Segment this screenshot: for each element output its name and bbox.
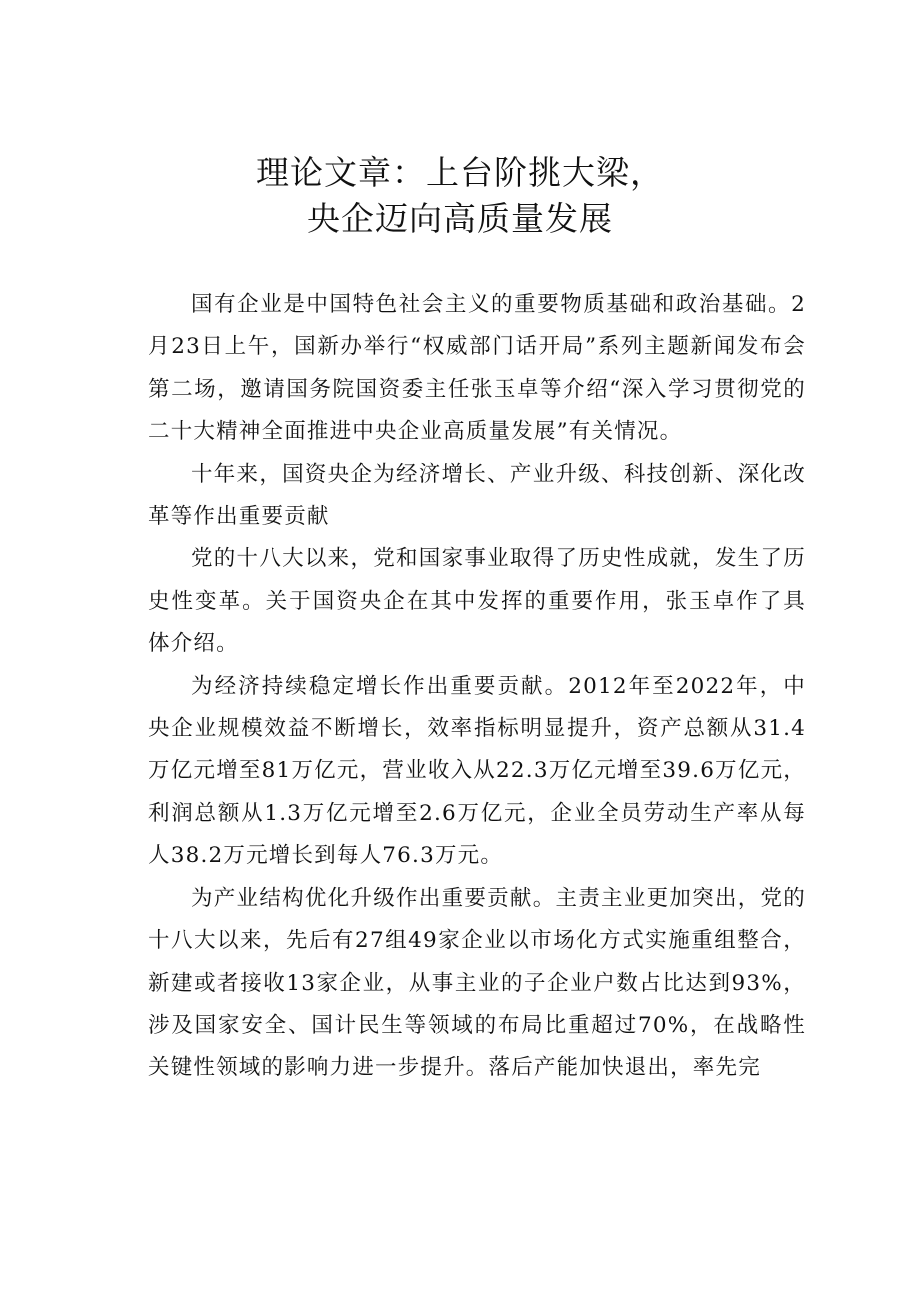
document-body xyxy=(148,284,806,1090)
paragraph-achievements: 党的十八大以来，党和国家事业取得了历史性成就，发生了历史性变革。关于国资央企在其中发挥的重要作用，张玉卓作了具体介绍。 xyxy=(148,546,806,657)
title-line-1: 理论文章：上台阶挑大梁， xyxy=(256,153,664,192)
paragraph-industrial-upgrade: 为产业结构优化升级作出重要贡献。主责主业更加突出，党的十八大以来，先后有27组49家企业以市场化方式实施重组整合，新建或者接收13家企业，从事主业的子企业户数占比达到93%，涉及国家安全、国计民生等领域的布局比重超过70%，在战略性关键性领域的影响力进一步提升。落后产能加快退出，率先完 xyxy=(148,885,806,1081)
paragraph-section-heading: 十年来，国资央企为经济增长、产业升级、科技创新、深化改革等作出重要贡献 xyxy=(148,461,806,530)
paragraph-economic-growth: 为经济持续稳定增长作出重要贡献。2012年至2022年，中央企业规模效益不断增长，效率指标明显提升，资产总额从31.4万亿元增至81万亿元，营业收入从22.3万亿元增至39.6万亿元，利润总额从1.3万亿元增至2.6万亿元，企业全员劳动生产率从每人38.2万元增长到每人76.3万元。 xyxy=(148,673,806,869)
document-title xyxy=(0,150,920,242)
title-line-2: 央企迈向高质量发展 xyxy=(307,199,613,238)
paragraph-intro: 国有企业是中国特色社会主义的重要物质基础和政治基础。2月23日上午，国新办举行“权威部门话开局”系列主题新闻发布会第二场，邀请国务院国资委主任张玉卓等介绍“深入学习贯彻党的二十大精神全面推进中央企业高质量发展”有关情况。 xyxy=(148,292,806,445)
